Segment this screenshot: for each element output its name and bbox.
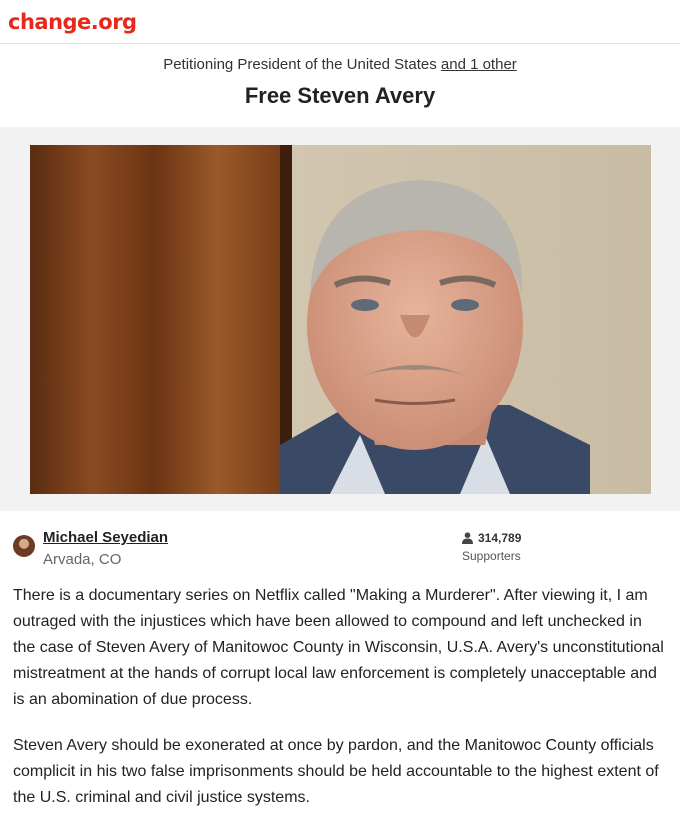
description-paragraph: There is a documentary series on Netflix called "Making a Murderer". After viewing it, I am outraged with the injustices which have been allowed to compound and left unchecked in the case of Steven Avery of Manitowoc County in Wisconsin, U.S.A. Avery's unconstitutional mistreatment at the hands of corrupt local law enforcement is completely unacceptable and is an abomination of due process.: [13, 587, 664, 708]
top-bar: [0, 0, 680, 44]
other-decision-makers-link[interactable]: and 1 other: [440, 56, 517, 73]
supporters-count-block: [462, 531, 521, 563]
petition-header: [0, 44, 680, 127]
change-org-logo[interactable]: change.org: [8, 9, 137, 34]
supporters-number: 314,789: [478, 531, 522, 545]
petition-description: [0, 583, 680, 811]
description-paragraph: Steven Avery should be exonerated at once by pardon, and the Manitowoc County officials complicit in his two false imprisonments should be held accountable to the highest extent of the U.S. criminal and civil justice systems.: [13, 737, 659, 806]
petitioning-text: Petitioning President of the United States: [163, 56, 437, 73]
supporters-label: Supporters: [462, 549, 521, 563]
photo-band: [0, 127, 680, 511]
petition-photo: [30, 145, 651, 494]
author-location: Arvada, CO: [43, 551, 122, 568]
petitioning-line: [0, 56, 680, 73]
avatar[interactable]: [13, 535, 35, 557]
person-icon: [462, 532, 473, 544]
author-name-link[interactable]: Michael Seyedian: [43, 529, 169, 546]
supporters-count: [462, 531, 521, 545]
petition-title: Free Steven Avery: [244, 83, 436, 108]
author-row: [0, 511, 680, 571]
